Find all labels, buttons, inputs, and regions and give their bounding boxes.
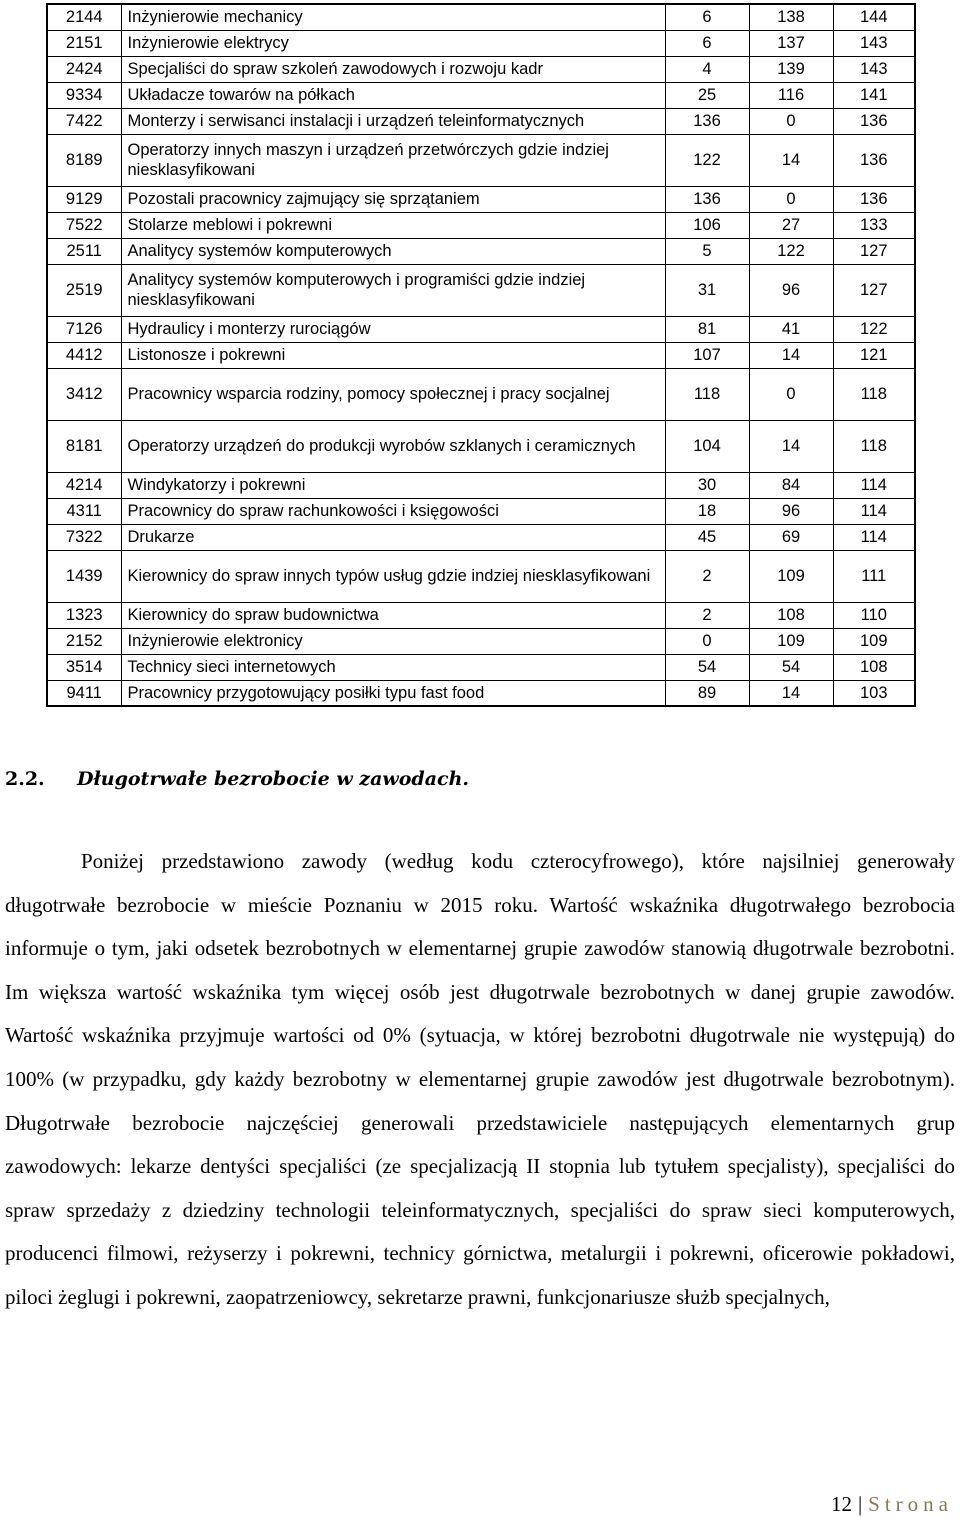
value-total: 141 <box>833 82 915 108</box>
value-col-1: 104 <box>665 420 749 472</box>
occupation-code: 2511 <box>47 238 121 264</box>
occupation-name: Pozostali pracownicy zajmujący się sprzątaniem <box>121 186 665 212</box>
value-total: 118 <box>833 420 915 472</box>
table-row <box>47 212 915 238</box>
table-row <box>47 368 915 420</box>
table-row <box>47 524 915 550</box>
occupation-name: Specjaliści do spraw szkoleń zawodowych i rozwoju kadr <box>121 56 665 82</box>
value-col-2: 14 <box>749 680 833 706</box>
value-col-2: 116 <box>749 82 833 108</box>
occupation-name: Inżynierowie elektrycy <box>121 30 665 56</box>
occupation-code: 2152 <box>47 628 121 654</box>
occupation-code: 8189 <box>47 134 121 186</box>
occupation-code: 3514 <box>47 654 121 680</box>
table-row <box>47 4 915 30</box>
occupation-name: Listonosze i pokrewni <box>121 342 665 368</box>
table-row <box>47 56 915 82</box>
table-row <box>47 342 915 368</box>
occupation-code: 4214 <box>47 472 121 498</box>
occupation-name: Pracownicy do spraw rachunkowości i księgowości <box>121 498 665 524</box>
table-row <box>47 654 915 680</box>
value-col-1: 136 <box>665 186 749 212</box>
section-number: 2.2. <box>5 768 45 790</box>
value-total: 136 <box>833 108 915 134</box>
table-row <box>47 680 915 706</box>
occupation-name: Inżynierowie elektronicy <box>121 628 665 654</box>
occupation-name: Technicy sieci internetowych <box>121 654 665 680</box>
footer-label: Strona <box>868 1492 953 1516</box>
occupation-name: Drukarze <box>121 524 665 550</box>
occupation-code: 7522 <box>47 212 121 238</box>
occupation-name: Hydraulicy i monterzy rurociągów <box>121 316 665 342</box>
occupation-name: Kierownicy do spraw budownictwa <box>121 602 665 628</box>
value-col-1: 81 <box>665 316 749 342</box>
occupation-code: 3412 <box>47 368 121 420</box>
occupation-name: Monterzy i serwisanci instalacji i urządzeń teleinformatycznych <box>121 108 665 134</box>
value-col-2: 109 <box>749 550 833 602</box>
occupation-name: Kierownicy do spraw innych typów usług gdzie indziej niesklasyfikowani <box>121 550 665 602</box>
value-col-2: 41 <box>749 316 833 342</box>
section-heading <box>5 768 469 790</box>
value-col-1: 30 <box>665 472 749 498</box>
occupation-name: Windykatorzy i pokrewni <box>121 472 665 498</box>
value-col-1: 6 <box>665 4 749 30</box>
value-col-2: 137 <box>749 30 833 56</box>
value-col-1: 0 <box>665 628 749 654</box>
occupation-name: Analitycy systemów komputerowych <box>121 238 665 264</box>
value-col-2: 0 <box>749 108 833 134</box>
value-col-2: 96 <box>749 498 833 524</box>
value-total: 103 <box>833 680 915 706</box>
value-col-2: 14 <box>749 420 833 472</box>
occupation-code: 7422 <box>47 108 121 134</box>
value-col-2: 108 <box>749 602 833 628</box>
value-total: 127 <box>833 264 915 316</box>
value-col-1: 2 <box>665 602 749 628</box>
occupation-code: 1439 <box>47 550 121 602</box>
table-row <box>47 264 915 316</box>
value-col-2: 27 <box>749 212 833 238</box>
value-total: 143 <box>833 56 915 82</box>
occupations-table-body <box>47 4 915 706</box>
value-col-1: 5 <box>665 238 749 264</box>
value-total: 136 <box>833 186 915 212</box>
body-paragraph: Poniżej przedstawiono zawody (według kodu czterocyfrowego), które najsilniej generowały długotrwałe bezrobocie w mieście Poznaniu w 2015 roku. Wartość wskaźnika długotrwałego bezrobocia informuje o tym, jaki odsetek bezrobotnych w elementarnej grupie zawodów stanowią długotrwale bezrobotni. Im większa wartość wskaźnika tym więcej osób jest długotrwale bezrobotnych w danej grupie zawodów. Wartość wskaźnika przyjmuje wartości od 0% (sytuacja, w której bezrobotni długotrwale nie występują) do 100% (w przypadku, gdy każdy bezrobotny w elementarnej grupie zawodów jest długotrwale bezrobotnym). Długotrwałe bezrobocie najczęściej generowali przedstawiciele następujących elementarnych grup zawodowych: lekarze dentyści specjaliści (ze specjalizacją II stopnia lub tytułem specjalisty), specjaliści do spraw sprzedaży z dziedziny technologii teleinformatycznych, specjaliści do spraw sieci komputerowych, producenci filmowi, reżyserzy i pokrewni, technicy górnictwa, metalurgii i pokrewni, oficerowie pokładowi, piloci żeglugi i pokrewni, zaopatrzeniowcy, sekretarze prawni, funkcjonariusze służb specjalnych, <box>5 849 955 1309</box>
value-col-2: 0 <box>749 186 833 212</box>
value-col-1: 45 <box>665 524 749 550</box>
table-row <box>47 134 915 186</box>
occupation-code: 2144 <box>47 4 121 30</box>
value-col-1: 107 <box>665 342 749 368</box>
occupation-code: 7322 <box>47 524 121 550</box>
value-col-1: 4 <box>665 56 749 82</box>
table-row <box>47 186 915 212</box>
value-col-2: 14 <box>749 342 833 368</box>
value-col-2: 69 <box>749 524 833 550</box>
occupation-name: Operatorzy urządzeń do produkcji wyrobów szklanych i ceramicznych <box>121 420 665 472</box>
occupation-name: Układacze towarów na półkach <box>121 82 665 108</box>
value-total: 111 <box>833 550 915 602</box>
value-col-2: 138 <box>749 4 833 30</box>
value-col-1: 54 <box>665 654 749 680</box>
table-row <box>47 498 915 524</box>
table-row <box>47 238 915 264</box>
value-col-2: 0 <box>749 368 833 420</box>
value-total: 114 <box>833 524 915 550</box>
table-row <box>47 472 915 498</box>
value-total: 133 <box>833 212 915 238</box>
value-col-2: 109 <box>749 628 833 654</box>
value-col-1: 2 <box>665 550 749 602</box>
value-total: 121 <box>833 342 915 368</box>
occupation-name: Pracownicy wsparcia rodziny, pomocy społecznej i pracy socjalnej <box>121 368 665 420</box>
table-row <box>47 316 915 342</box>
value-col-1: 122 <box>665 134 749 186</box>
occupation-code: 9334 <box>47 82 121 108</box>
value-col-1: 106 <box>665 212 749 238</box>
value-total: 136 <box>833 134 915 186</box>
value-col-2: 84 <box>749 472 833 498</box>
value-total: 118 <box>833 368 915 420</box>
value-col-1: 31 <box>665 264 749 316</box>
table-row <box>47 420 915 472</box>
occupation-name: Inżynierowie mechanicy <box>121 4 665 30</box>
table-row <box>47 82 915 108</box>
occupation-code: 2519 <box>47 264 121 316</box>
occupation-code: 8181 <box>47 420 121 472</box>
occupation-code: 1323 <box>47 602 121 628</box>
occupation-code: 4412 <box>47 342 121 368</box>
value-total: 114 <box>833 498 915 524</box>
value-col-1: 118 <box>665 368 749 420</box>
occupation-code: 2424 <box>47 56 121 82</box>
value-col-2: 54 <box>749 654 833 680</box>
page-footer <box>831 1492 953 1517</box>
occupation-code: 4311 <box>47 498 121 524</box>
value-total: 122 <box>833 316 915 342</box>
footer-separator: | <box>857 1492 863 1516</box>
table-row <box>47 602 915 628</box>
table-row <box>47 30 915 56</box>
occupation-name: Pracownicy przygotowujący posiłki typu fast food <box>121 680 665 706</box>
occupation-name: Operatorzy innych maszyn i urządzeń przetwórczych gdzie indziej niesklasyfikowani <box>121 134 665 186</box>
value-total: 108 <box>833 654 915 680</box>
table-row <box>47 108 915 134</box>
section-title: Długotrwałe bezrobocie w zawodach. <box>77 768 470 790</box>
page-number: 12 <box>830 1492 852 1516</box>
value-col-2: 14 <box>749 134 833 186</box>
occupation-name: Analitycy systemów komputerowych i programiści gdzie indziej niesklasyfikowani <box>121 264 665 316</box>
value-total: 109 <box>833 628 915 654</box>
occupation-code: 9411 <box>47 680 121 706</box>
occupation-code: 7126 <box>47 316 121 342</box>
value-total: 110 <box>833 602 915 628</box>
occupations-table <box>46 3 916 707</box>
value-col-1: 25 <box>665 82 749 108</box>
value-col-2: 122 <box>749 238 833 264</box>
value-col-2: 139 <box>749 56 833 82</box>
table-row <box>47 550 915 602</box>
value-total: 144 <box>833 4 915 30</box>
value-total: 114 <box>833 472 915 498</box>
occupation-code: 2151 <box>47 30 121 56</box>
table-row <box>47 628 915 654</box>
value-col-1: 89 <box>665 680 749 706</box>
value-total: 143 <box>833 30 915 56</box>
value-col-1: 18 <box>665 498 749 524</box>
value-col-1: 136 <box>665 108 749 134</box>
occupation-name: Stolarze meblowi i pokrewni <box>121 212 665 238</box>
occupation-code: 9129 <box>47 186 121 212</box>
value-col-1: 6 <box>665 30 749 56</box>
value-col-2: 96 <box>749 264 833 316</box>
value-total: 127 <box>833 238 915 264</box>
